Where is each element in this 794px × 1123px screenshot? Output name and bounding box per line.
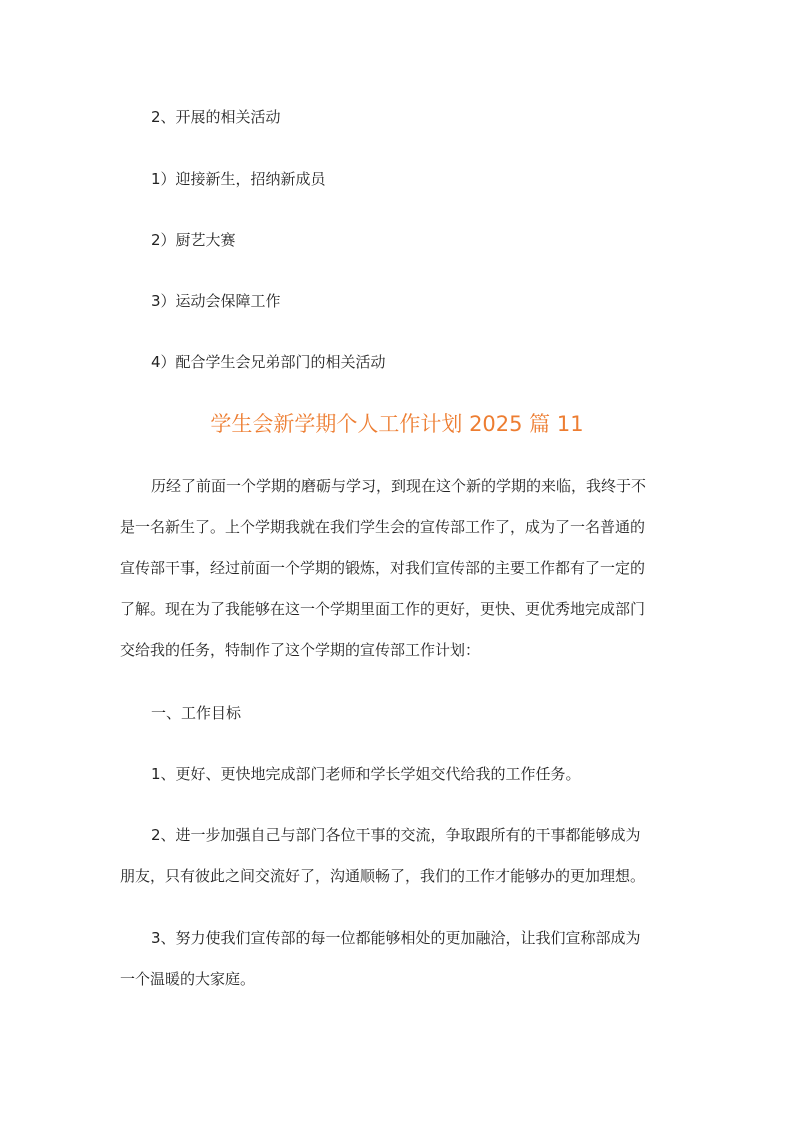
paragraph-line: 是一名新生了。上个学期我就在我们学生会的宣传部工作了，成为了一名普通的 xyxy=(120,518,646,536)
list-item: 3）运动会保障工作 xyxy=(151,292,281,310)
goal-item-continuation: 朋友，只有彼此之间交流好了，沟通顺畅了，我们的工作才能够办的更加理想。 xyxy=(120,867,646,885)
list-item: 2）厨艺大赛 xyxy=(151,231,236,249)
goal-item: 1、更好、更快地完成部门老师和学长学姐交代给我的工作任务。 xyxy=(151,765,581,783)
section-title: 学生会新学期个人工作计划 2025 篇 11 xyxy=(210,412,584,436)
list-item: 1）迎接新生，招纳新成员 xyxy=(151,170,326,188)
paragraph-line: 宣传部干事，经过前面一个学期的锻炼，对我们宣传部的主要工作都有了一定的 xyxy=(120,559,646,577)
paragraph-line: 交给我的任务，特制作了这个学期的宣传部工作计划： xyxy=(120,641,481,659)
list-heading: 2、开展的相关活动 xyxy=(151,108,281,126)
goals-heading: 一、工作目标 xyxy=(151,704,242,722)
paragraph-line: 了解。现在为了我能够在这一个学期里面工作的更好，更快、更优秀地完成部门 xyxy=(120,600,646,618)
goal-item-continuation: 一个温暖的大家庭。 xyxy=(120,970,256,988)
goal-item: 3、努力使我们宣传部的每一位都能够相处的更加融洽，让我们宣称部成为 xyxy=(151,929,641,947)
paragraph-line: 历经了前面一个学期的磨砺与学习，到现在这个新的学期的来临，我终于不 xyxy=(151,477,647,495)
goal-item: 2、进一步加强自己与部门各位干事的交流，争取跟所有的干事都能够成为 xyxy=(151,826,641,844)
list-item: 4）配合学生会兄弟部门的相关活动 xyxy=(151,353,386,371)
